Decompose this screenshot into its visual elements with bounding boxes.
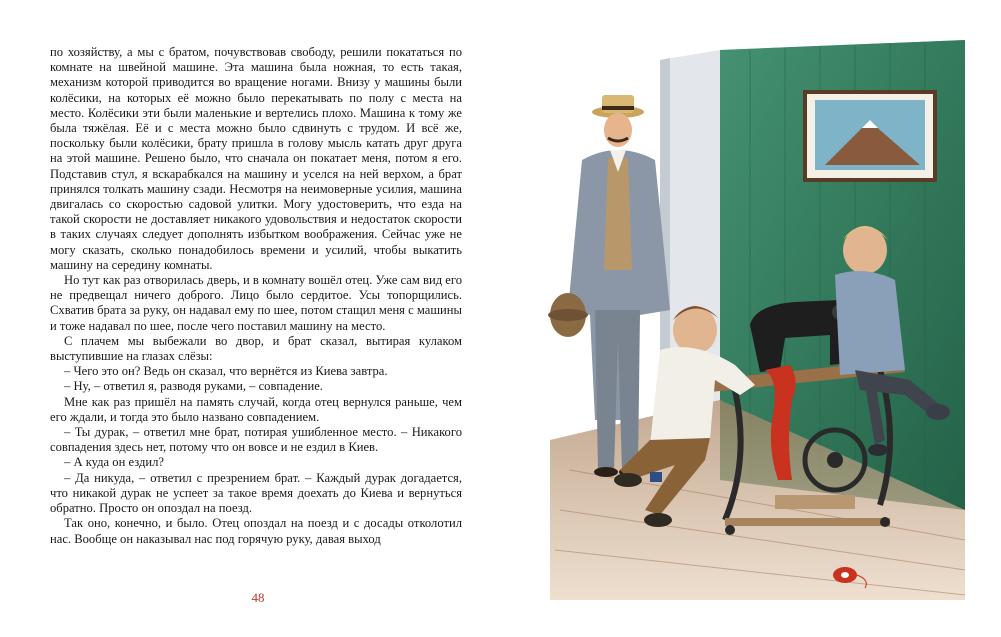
story-illustration: [510, 40, 980, 600]
paragraph-8: – А куда он ездил?: [64, 455, 164, 470]
paragraph-6: Мне как раз пришёл на память случай, когда отец вернулся раньше, чем его ждали, и тогда это было названо совпадением.: [50, 394, 462, 424]
paragraph-3: С плачем мы выбежали во двор, и брат сказал, вытирая кулаком выступившие на глазах слёзы:: [50, 333, 462, 364]
paragraph-9: – Да никуда, – ответил с презрением брат. – Каждый дурак догадается, что никакой дурак не успеет за такое время доехать до Киева и вернуться обратно. Просто он опоздал на поезд.: [50, 470, 462, 516]
paragraph-7: – Ты дурак, – ответил мне брат, потирая ушибленное место. – Никакого совпадения здесь нет, потому что он вовсе и не ездил в Киев.: [50, 425, 462, 455]
paragraph-4: – Чего это он? Ведь он сказал, что вернётся из Киева завтра.: [64, 364, 388, 379]
illustration-svg: [510, 40, 980, 600]
paragraph-10: Так оно, конечно, и было. Отец опоздал на поезд и с досады отколотил нас. Вообще он наказывал нас под горячую руку, давая выход: [50, 516, 462, 546]
paragraph-2: Но тут как раз отворилась дверь, и в комнату вошёл отец. Уже сам вид его не предвещал ничего доброго. Лицо было сердитое. Усы топорщились. Схватив брата за руку, он надавал ему по шее, потом стащил меня с машины и тоже надавал по шее, после чего поставил машину на место.: [50, 273, 462, 333]
story-text: [50, 45, 462, 547]
page-number: 48: [251, 590, 265, 605]
paragraph-5: – Ну, – ответил я, разводя руками, – совпадение.: [64, 379, 323, 394]
paragraph-1: по хозяйству, а мы с братом, почувствовав свободу, решили покататься по комнате на швейной машине. Эта машина была ножная, то есть такая, механизм которой приводится во вращение ногами. Внизу у машины были колёсики, на которых её можно было перекатывать по полу с места на место. Колёсики эти были маленькие и вертелись плохо. Машина к тому же была тяжёлая. Её и с места можно было сдвинуть с трудом. И всё же, поскольку были колёсики, брату пришла в голову мысль катать друг друга на этой машине. Решено было, что сначала он покатает меня, потом я его. Подставив стул, я вскарабкался на машину и уселся на ней верхом, а брат принялся толкать машину сзади. Несмотря на неимоверные усилия, машина двигалась со скоростью садовой улитки. Могу удостоверить, что езда на такой скорости не доставляет никакого удовольствия и недостаток скорости в таких случаях следует дополнять избытком воображения. Сейчас уже не могу сказать, сколько понадобилось времени и усилий, чтобы выкатить машину на середину комнаты.: [50, 45, 462, 272]
